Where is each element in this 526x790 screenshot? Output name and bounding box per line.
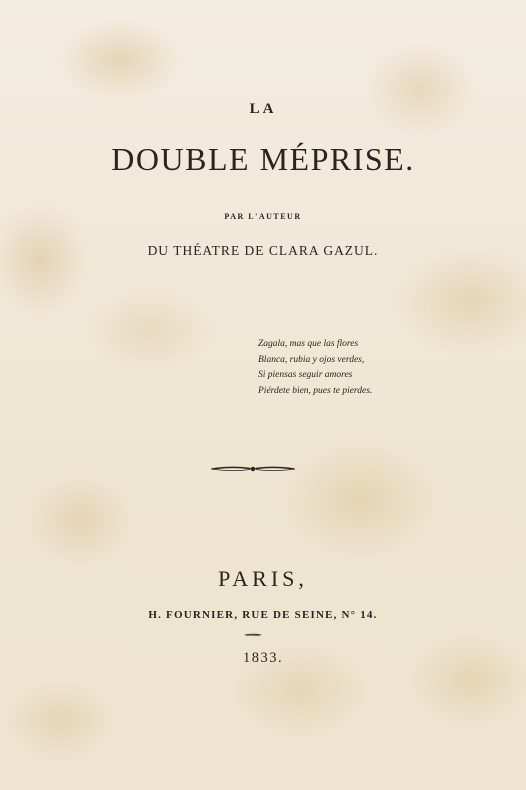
by-line: PAR L'AUTEUR xyxy=(224,212,302,221)
epigraph xyxy=(258,337,372,399)
author-line: DU THÉATRE DE CLARA GAZUL. xyxy=(147,243,379,258)
book-title: DOUBLE MÉPRISE. xyxy=(111,141,415,177)
epigraph-line: Zagala, mas que las flores xyxy=(258,339,359,349)
epigraph-line: Si piensas seguir amores xyxy=(258,370,353,380)
epigraph-line: Piérdete bien, pues te pierdes. xyxy=(258,385,373,396)
ornament-rule-icon xyxy=(210,464,296,474)
publisher-line: H. FOURNIER, RUE DE SEINE, N° 14. xyxy=(148,609,378,621)
small-rule-icon xyxy=(244,633,262,637)
city: PARIS, xyxy=(218,566,308,591)
title-article: LA xyxy=(249,101,277,117)
publication-year: 1833. xyxy=(242,650,284,666)
epigraph-line: Blanca, rubia y ojos verdes, xyxy=(258,354,365,365)
